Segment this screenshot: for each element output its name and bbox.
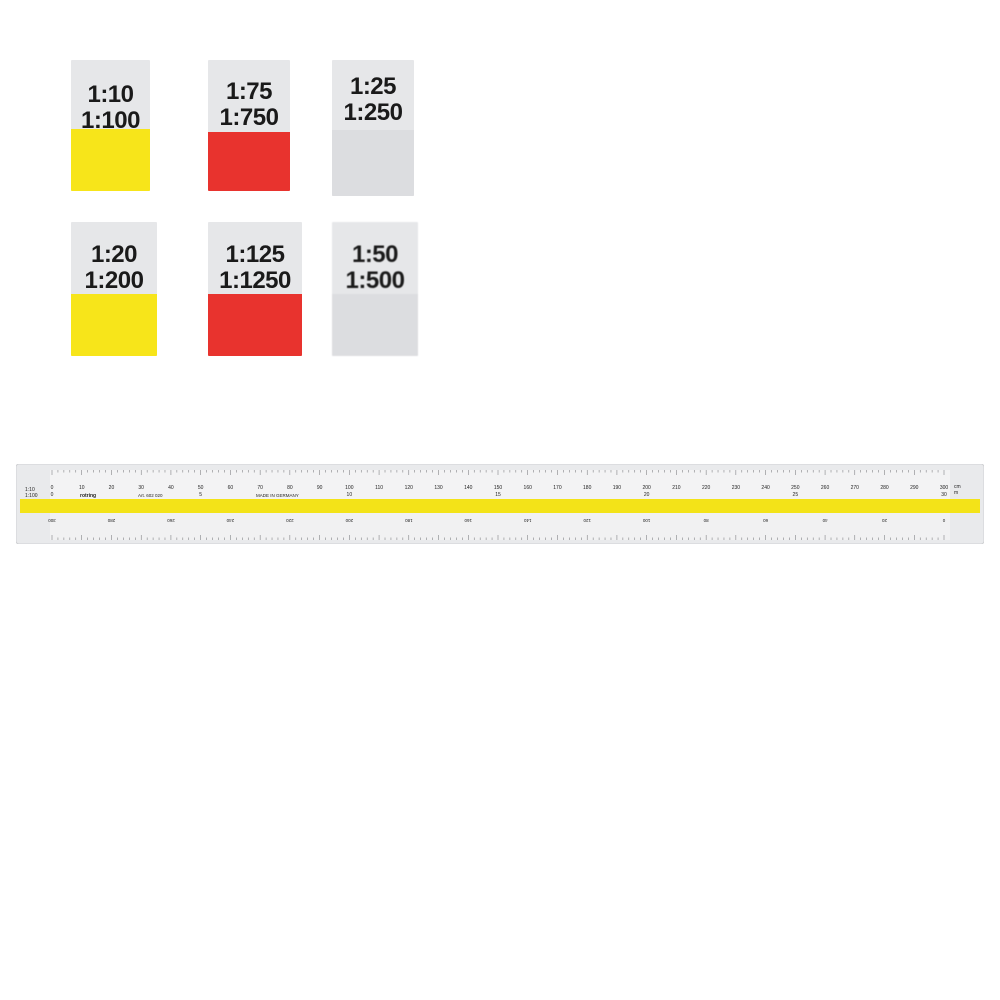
scale-swatch-1-75 <box>208 60 290 191</box>
ruler-number: 250 <box>791 485 800 491</box>
ruler-number: 300 <box>939 485 949 491</box>
ruler-number-inverted: 100 <box>642 518 651 523</box>
ruler-number: 90 <box>316 485 323 491</box>
scale-label-top: 1:10 <box>87 81 134 108</box>
scale-color-band <box>208 132 290 191</box>
ruler-number-inverted: 40 <box>822 518 828 523</box>
ruler-number: 120 <box>404 485 413 491</box>
scale-color-band <box>332 294 418 356</box>
ruler-sub-number: 0 <box>50 492 54 498</box>
ruler-brand-logo: rotring <box>80 493 97 499</box>
scale-label-top: 1:50 <box>351 241 399 268</box>
ruler-number: 20 <box>108 485 115 491</box>
scale-color-band <box>71 294 157 356</box>
ruler-number-inverted: 60 <box>763 518 769 523</box>
scale-label-top: 1:75 <box>225 78 273 105</box>
ruler-number: 100 <box>345 485 354 491</box>
ruler-number-inverted: 180 <box>405 518 413 523</box>
ruler-number: 230 <box>731 485 741 491</box>
ruler-sub-number: 15 <box>495 492 501 498</box>
ruler-made-in: MADE IN GERMANY <box>256 493 299 498</box>
ruler-number-inverted: 0 <box>942 518 946 523</box>
scale-swatch-1-125 <box>208 222 302 356</box>
ruler-number: 10 <box>78 485 85 491</box>
ruler-number: 70 <box>257 485 263 491</box>
scale-label-bottom: 1:100 <box>81 107 140 134</box>
scale-label-bottom: 1:200 <box>84 267 144 294</box>
scale-label <box>208 79 290 131</box>
scale-swatch-1-50 <box>332 222 418 356</box>
scale-swatch-1-20 <box>71 222 157 356</box>
ruler-number: 50 <box>197 485 204 491</box>
ruler-number: 40 <box>168 485 174 491</box>
scale-swatch-1-10 <box>71 60 150 191</box>
ruler-number-inverted: 200 <box>345 518 354 523</box>
ruler-sub-number: 30 <box>941 492 947 498</box>
scale-label-top: 1:125 <box>225 241 285 268</box>
scale-color-band <box>208 294 302 356</box>
scale-label-bottom: 1:750 <box>219 104 279 131</box>
ruler-number-inverted: 80 <box>703 518 709 523</box>
scale-label-top: 1:25 <box>349 73 397 100</box>
ruler-number: 290 <box>910 485 919 491</box>
ruler-number: 210 <box>672 485 681 491</box>
ruler-number: 110 <box>375 485 384 491</box>
scale-label <box>332 242 418 294</box>
ruler-number-inverted: 260 <box>167 518 175 523</box>
scale-label-bottom: 1:1250 <box>219 267 291 294</box>
ruler-right-label-2: m <box>954 490 959 496</box>
ruler-number: 220 <box>701 485 711 491</box>
ruler-number-inverted: 160 <box>464 518 473 523</box>
scale-label <box>332 74 414 126</box>
scale-color-band <box>71 129 150 191</box>
ruler-number-inverted: 300 <box>48 518 56 523</box>
ruler-number-inverted: 240 <box>226 518 235 523</box>
scale-swatch-1-25 <box>332 60 414 196</box>
ruler-number: 270 <box>850 485 859 491</box>
ruler-number-inverted: 220 <box>286 518 294 523</box>
ruler-number: 80 <box>287 485 293 491</box>
ruler-number: 60 <box>227 485 234 491</box>
ruler-sub-number: 20 <box>643 492 650 498</box>
ruler-right-label-1: cm <box>954 484 961 490</box>
scale-label <box>208 242 302 294</box>
ruler-number-inverted: 140 <box>523 518 532 523</box>
ruler-number: 170 <box>553 485 562 491</box>
ruler-number: 260 <box>820 485 830 491</box>
ruler-number: 150 <box>493 485 503 491</box>
ruler-number: 160 <box>523 485 532 491</box>
scale-label <box>71 242 157 294</box>
scale-label <box>71 82 150 134</box>
scale-label-bottom: 1:500 <box>345 267 405 294</box>
ruler-sub-number: 25 <box>792 492 799 498</box>
ruler-number: 280 <box>880 485 889 491</box>
ruler-number: 30 <box>138 485 144 491</box>
ruler-article-number: Art. 602 020 <box>138 493 163 498</box>
scale-label-top: 1:20 <box>90 241 138 268</box>
ruler-sub-number: 5 <box>199 492 203 498</box>
ruler-left-label-1: 1:10 <box>25 487 35 493</box>
ruler-number-inverted: 280 <box>107 518 116 523</box>
ruler-left-label-2: 1:100 <box>25 493 38 499</box>
ruler-number-inverted: 20 <box>882 518 888 523</box>
ruler-number: 0 <box>50 485 54 491</box>
ruler-number: 200 <box>642 485 651 491</box>
ruler-sub-number: 10 <box>346 492 353 498</box>
scale-color-band <box>332 130 414 196</box>
ruler-number: 190 <box>612 485 622 491</box>
ruler-number: 140 <box>464 485 473 491</box>
ruler-face-bottom <box>50 512 950 540</box>
ruler-number: 130 <box>434 485 443 491</box>
ruler-number-inverted: 120 <box>583 518 591 523</box>
ruler-number: 240 <box>761 485 770 491</box>
ruler-number: 180 <box>583 485 592 491</box>
scale-label-bottom: 1:250 <box>343 99 403 126</box>
scale-ruler <box>16 464 984 544</box>
ruler-yellow-stripe <box>20 499 980 513</box>
